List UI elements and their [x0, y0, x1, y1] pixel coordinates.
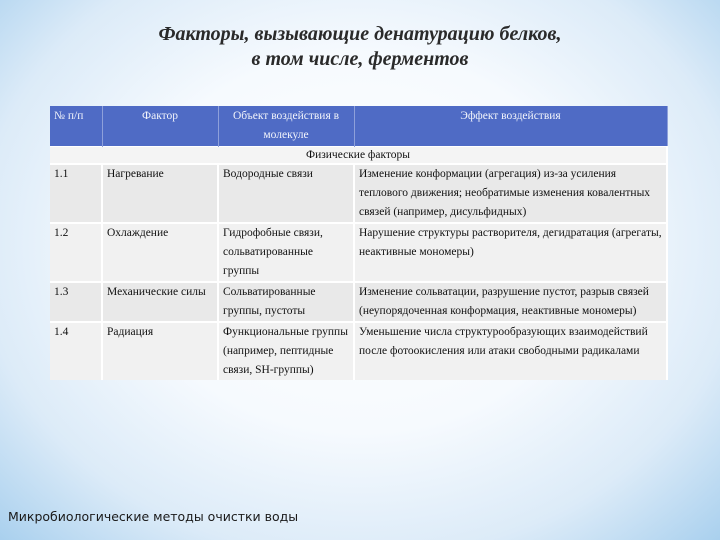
table-header-row: [50, 106, 667, 147]
row-factor: Механические силы: [102, 282, 218, 322]
title-line-1: Факторы, вызывающие денатурацию белков,: [158, 23, 562, 45]
row-object: Функциональные группы (например, пептидные связи, SH-группы): [218, 322, 354, 380]
table-row: [50, 322, 667, 380]
row-effect: Изменение сольватации, разрушение пустот, разрыв связей (неупорядоченная конформация, неактивные мономеры): [354, 282, 667, 322]
row-factor: Радиация: [102, 322, 218, 380]
table-row: [50, 282, 667, 322]
row-num: 1.2: [50, 223, 102, 282]
header-object: Объект воздействия в молекуле: [218, 106, 354, 147]
table-row: [50, 164, 667, 223]
row-effect: Нарушение структуры растворителя, дегидратация (агрегаты, неактивные мономеры): [354, 223, 667, 282]
row-effect: Изменение конформации (агрегация) из-за усиления теплового движения; необратимые изменения ковалентных связей (например, дисульфидных): [354, 164, 667, 223]
row-factor: Нагревание: [102, 164, 218, 223]
row-object: Сольватированные группы, пустоты: [218, 282, 354, 322]
row-num: 1.3: [50, 282, 102, 322]
footer-caption: Микробиологические методы очистки воды: [8, 509, 299, 524]
row-object: Водородные связи: [218, 164, 354, 223]
section-row: [50, 147, 667, 165]
title-line-2: в том числе, ферментов: [251, 48, 469, 70]
row-object: Гидрофобные связи, сольватированные группы: [218, 223, 354, 282]
header-factor: Фактор: [102, 106, 218, 147]
page-title: [0, 22, 720, 72]
row-num: 1.4: [50, 322, 102, 380]
denaturation-factors-table: [50, 106, 668, 380]
header-num: № п/п: [50, 106, 102, 147]
row-num: 1.1: [50, 164, 102, 223]
header-effect: Эффект воздействия: [354, 106, 667, 147]
row-effect: Уменьшение числа структурообразующих взаимодействий после фотоокисления или атаки свободными радикалами: [354, 322, 667, 380]
section-physical-factors: Физические факторы: [50, 147, 667, 165]
row-factor: Охлаждение: [102, 223, 218, 282]
table-row: [50, 223, 667, 282]
